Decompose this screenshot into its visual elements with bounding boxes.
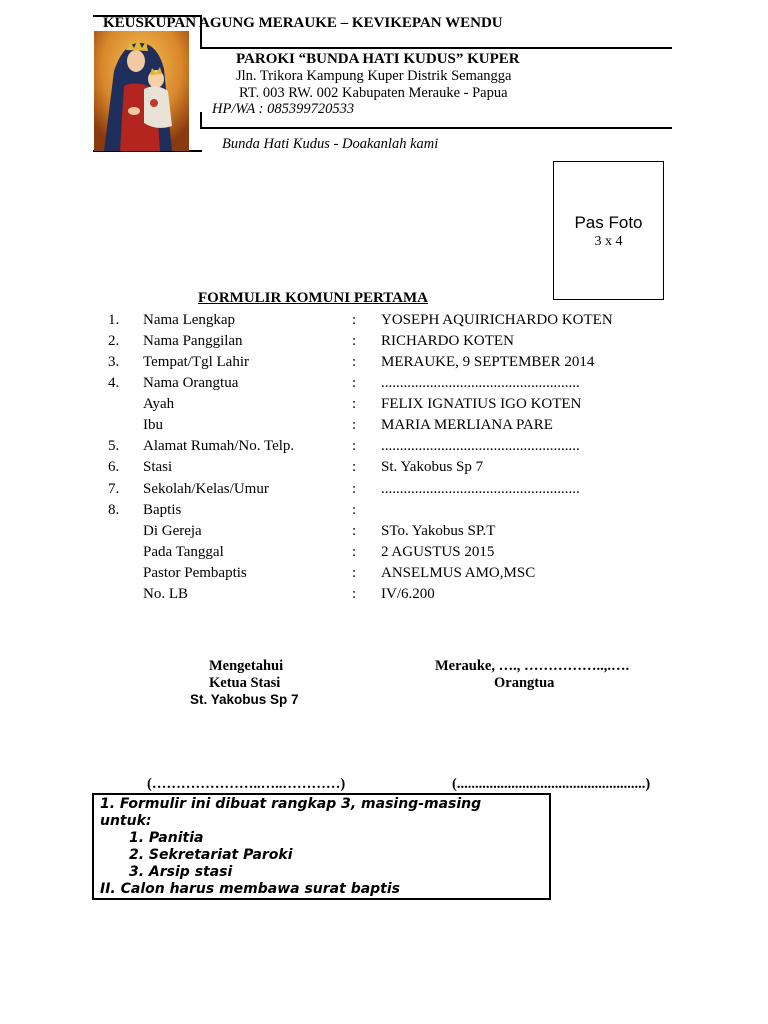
- row-label: Pastor Pembaptis: [143, 565, 247, 581]
- note-item-2: 2. Sekretariat Paroki: [129, 847, 293, 863]
- note-line-2: untuk:: [100, 813, 152, 829]
- row-colon: :: [352, 312, 357, 328]
- diocese-name: KEUSKUPAN AGUNG MERAUKE – KEVIKEPAN WENDU: [103, 15, 503, 31]
- row-value: FELIX IGNATIUS IGO KOTEN: [381, 396, 582, 412]
- row-value: ANSELMUS AMO,MSC: [381, 565, 536, 581]
- row-colon: :: [352, 502, 357, 518]
- signature-left-blank: (…………………..…..…………): [147, 776, 346, 792]
- row-label: Ayah: [143, 396, 175, 412]
- row-number: 1.: [108, 312, 120, 328]
- letterhead-rule-1: [200, 47, 672, 49]
- signature-right-blank: (....................................................): [452, 776, 651, 792]
- address-line-2: RT. 003 RW. 002 Kabupaten Merauke - Papua: [239, 85, 508, 101]
- row-label: Di Gereja: [143, 523, 202, 539]
- row-number: 8.: [108, 502, 120, 518]
- row-number: 2.: [108, 333, 120, 349]
- phone-number: HP/WA : 085399720533: [212, 101, 355, 117]
- form-row: [0, 544, 768, 565]
- form-row: [0, 586, 768, 607]
- row-colon: :: [352, 459, 357, 475]
- form-row: [0, 333, 768, 354]
- note-line-last: II. Calon harus membawa surat baptis: [100, 881, 401, 897]
- parish-name: PAROKI “BUNDA HATI KUDUS” KUPER: [236, 51, 520, 67]
- letterhead-rule-2: [200, 127, 672, 129]
- row-value: MARIA MERLIANA PARE: [381, 417, 553, 433]
- note-item-3: 3. Arsip stasi: [129, 864, 233, 880]
- row-colon: :: [352, 354, 357, 370]
- form-title: FORMULIR KOMUNI PERTAMA: [198, 290, 429, 306]
- photo-placeholder-box: [553, 161, 664, 300]
- photo-label: Pas Foto: [574, 213, 643, 232]
- row-value: RICHARDO KOTEN: [381, 333, 514, 349]
- row-number: 5.: [108, 438, 120, 454]
- row-colon: :: [352, 417, 357, 433]
- row-label: Tempat/Tgl Lahir: [143, 354, 249, 370]
- form-row: [0, 502, 768, 523]
- form-row: [0, 523, 768, 544]
- row-colon: :: [352, 333, 357, 349]
- row-colon: :: [352, 544, 357, 560]
- row-colon: :: [352, 481, 357, 497]
- row-label: Sekolah/Kelas/Umur: [143, 481, 269, 497]
- form-row: [0, 417, 768, 438]
- row-colon: :: [352, 375, 357, 391]
- note-line-1: 1. Formulir ini dibuat rangkap 3, masing-masing: [100, 796, 482, 812]
- row-colon: :: [352, 396, 357, 412]
- form-row: [0, 354, 768, 375]
- row-value: IV/6.200: [381, 586, 435, 602]
- madonna-image: [94, 31, 189, 151]
- row-label: No. LB: [143, 586, 188, 602]
- row-value: YOSEPH AQUIRICHARDO KOTEN: [381, 312, 613, 328]
- row-value: MERAUKE, 9 SEPTEMBER 2014: [381, 354, 595, 370]
- form-row: [0, 481, 768, 502]
- motto: Bunda Hati Kudus - Doakanlah kami: [222, 136, 439, 152]
- row-label: Nama Lengkap: [143, 312, 236, 328]
- row-value: .....................................................: [381, 481, 580, 497]
- form-row: [0, 459, 768, 480]
- row-label: Nama Orangtua: [143, 375, 239, 391]
- signature-left-role: Ketua Stasi: [209, 675, 281, 691]
- row-value: St. Yakobus Sp 7: [381, 459, 484, 475]
- notes-box: [92, 793, 551, 900]
- row-number: 6.: [108, 459, 120, 475]
- row-number: 4.: [108, 375, 120, 391]
- signature-left-station: St. Yakobus Sp 7: [190, 692, 299, 707]
- form-row: [0, 565, 768, 586]
- row-colon: :: [352, 565, 357, 581]
- signature-right-place-date: Merauke, …., ……………..,.….: [435, 658, 630, 674]
- row-value: .....................................................: [381, 375, 580, 391]
- row-label: Stasi: [143, 459, 173, 475]
- row-colon: :: [352, 586, 357, 602]
- address-line-1: Jln. Trikora Kampung Kuper Distrik Semangga: [236, 68, 512, 84]
- form-row: [0, 396, 768, 417]
- row-colon: :: [352, 438, 357, 454]
- signature-left-heading: Mengetahui: [209, 658, 284, 674]
- row-label: Baptis: [143, 502, 182, 518]
- row-number: 7.: [108, 481, 120, 497]
- row-value: .....................................................: [381, 438, 580, 454]
- row-value: 2 AGUSTUS 2015: [381, 544, 495, 560]
- photo-size: 3 x 4: [594, 234, 623, 249]
- form-row: [0, 312, 768, 333]
- row-colon: :: [352, 523, 357, 539]
- form-row: [0, 438, 768, 459]
- row-value: STo. Yakobus SP.T: [381, 523, 496, 539]
- note-item-1: 1. Panitia: [129, 830, 204, 846]
- row-label: Pada Tanggal: [143, 544, 224, 560]
- signature-right-role: Orangtua: [494, 675, 555, 691]
- row-label: Nama Panggilan: [143, 333, 243, 349]
- row-label: Ibu: [143, 417, 163, 433]
- form-row: [0, 375, 768, 396]
- row-label: Alamat Rumah/No. Telp.: [143, 438, 295, 454]
- row-number: 3.: [108, 354, 120, 370]
